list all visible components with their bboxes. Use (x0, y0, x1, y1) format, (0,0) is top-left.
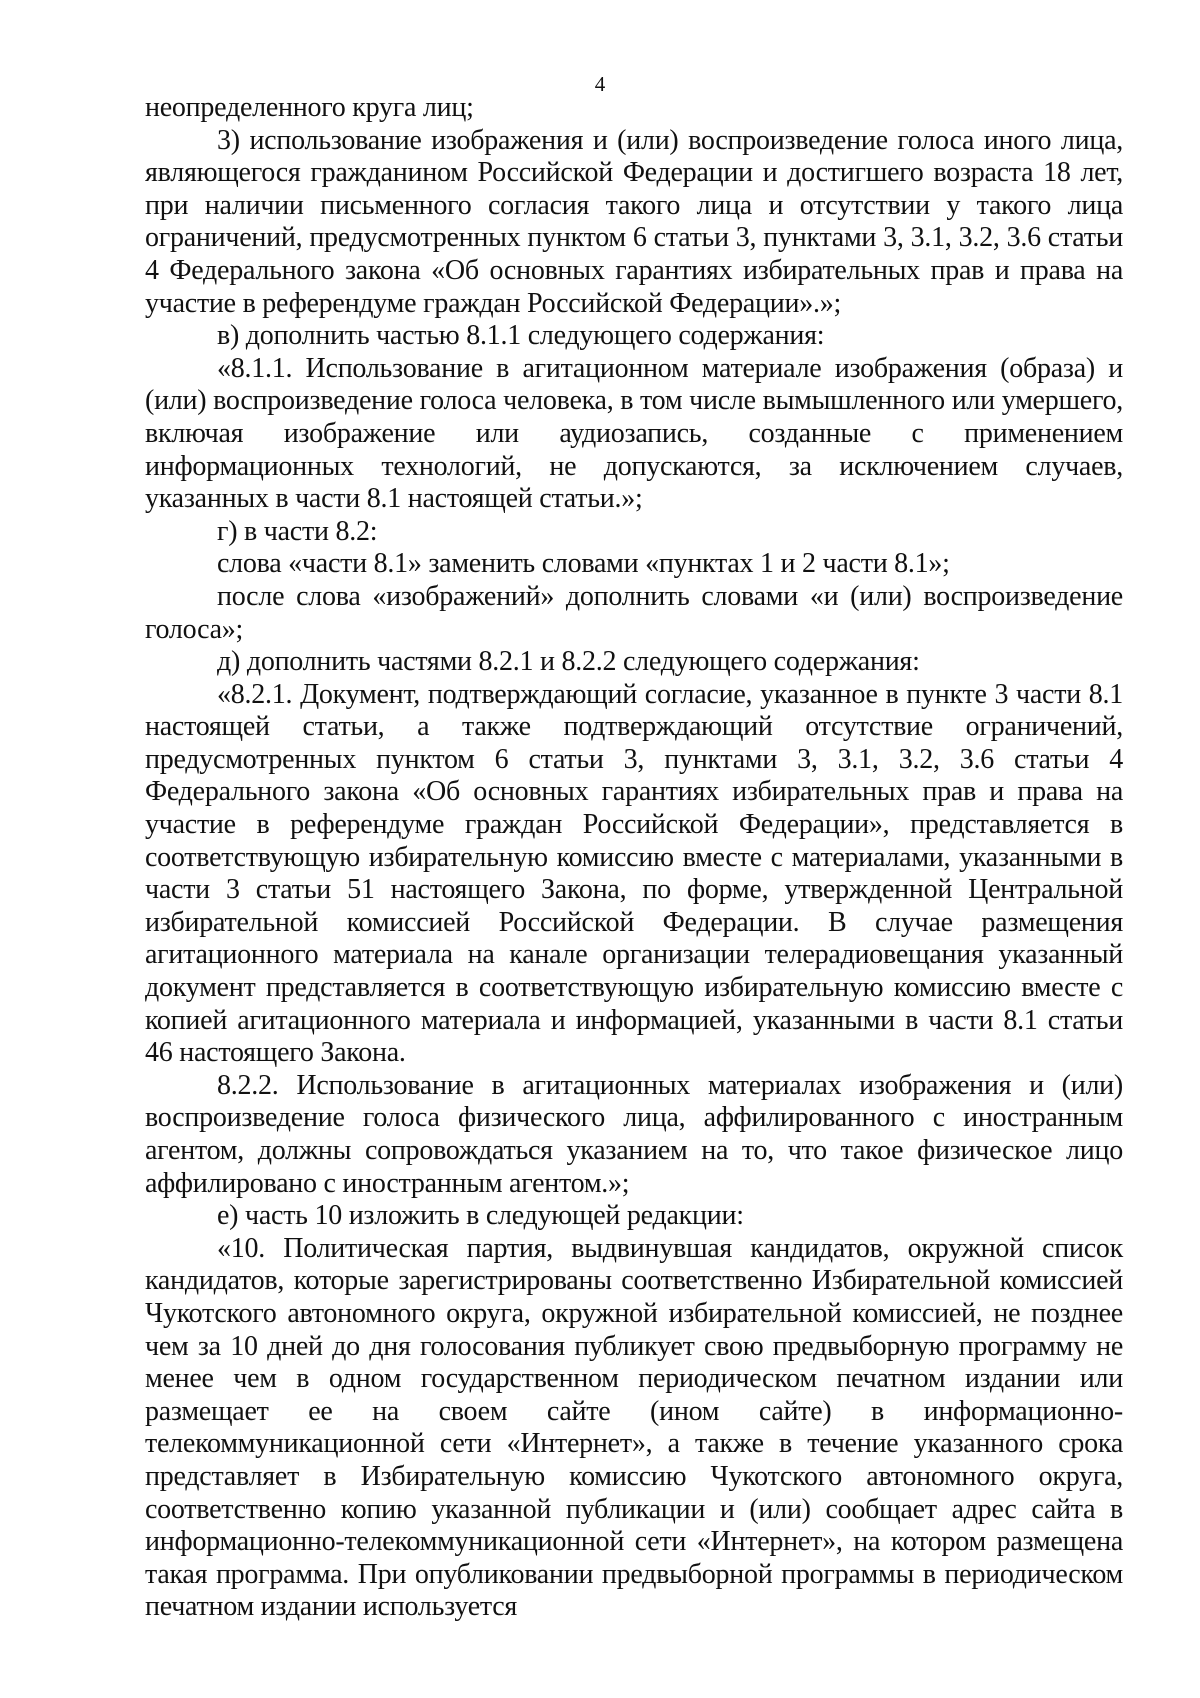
paragraph: 3) использование изображения и (или) воспроизведение голоса иного лица, являющегося гражданином Российской Федерации и достигшего возраста 18 лет, при наличии письменного согласия такого лица и отсутствии у такого лица ограничений, предусмотренных пунктом 6 статьи 3, пунктами 3, 3.1, 3.2, 3.6 статьи 4 Федерального закона «Об основных гарантиях избирательных прав и права на участие в референдуме граждан Российской Федерации».»; (145, 124, 1123, 319)
document-body (145, 92, 1123, 1624)
paragraph: е) часть 10 изложить в следующей редакции: (217, 1200, 744, 1232)
paragraph: в) дополнить частью 8.1.1 следующего содержания: (217, 320, 825, 352)
paragraph: д) дополнить частями 8.2.1 и 8.2.2 следующего содержания: (217, 646, 920, 678)
paragraph: неопределенного круга лиц; (145, 92, 474, 123)
paragraph: г) в части 8.2: (217, 515, 378, 547)
paragraph: слова «части 8.1» заменить словами «пунктах 1 и 2 части 8.1»; (217, 548, 950, 580)
paragraph: «8.1.1. Использование в агитационном материале изображения (образа) и (или) воспроизведение голоса человека, в том числе вымышленного или умершего, включая изображение или аудиозапись, созданные с применением информационных технологий, не допускаются, за исключением случаев, указанных в части 8.1 настоящей статьи.»; (145, 352, 1123, 515)
paragraph: «8.2.1. Документ, подтверждающий согласие, указанное в пункте 3 части 8.1 настоящей статьи, а также подтверждающий отсутствие ограничений, предусмотренных пунктом 6 статьи 3, пунктами 3, 3.1, 3.2, 3.6 статьи 4 Федерального закона «Об основных гарантиях избирательных прав и права на участие в референдуме граждан Российской Федерации», представляется в соответствующую избирательную комиссию вместе с материалами, указанными в части 3 статьи 51 настоящего Закона, по форме, утвержденной Центральной избирательной комиссией Российской Федерации. В случае размещения агитационного материала на канале организации телерадиовещания указанный документ представляется в соответствующую избирательную комиссию вместе с копией агитационного материала и информацией, указанными в части 8.1 статьи 46 настоящего Закона. (145, 678, 1123, 1069)
page-number: 4 (594, 72, 606, 96)
paragraph: после слова «изображений» дополнить словами «и (или) воспроизведение голоса»; (145, 580, 1123, 645)
paragraph: 8.2.2. Использование в агитационных материалах изображения и (или) воспроизведение голоса физического лица, аффилированного с иностранным агентом, должны сопровождаться указанием на то, что такое физическое лицо аффилировано с иностранным агентом.»; (145, 1069, 1123, 1199)
paragraph: «10. Политическая партия, выдвинувшая кандидатов, окружной список кандидатов, которые зарегистрированы соответственно Избирательной комиссией Чукотского автономного округа, окружной избирательной комиссией, не позднее чем за 10 дней до дня голосования публикует свою предвыборную программу не менее чем в одном государственном периодическом печатном издании или размещает ее на своем сайте (ином сайте) в информационно-телекоммуникационной сети «Интернет», а также в течение указанного срока представляет в Избирательную комиссию Чукотского автономного округа, соответственно копию указанной публикации и (или) сообщает адрес сайта в информационно-телекоммуникационной сети «Интернет», на котором размещена такая программа. При опубликовании предвыборной программы в периодическом печатном издании используется (145, 1232, 1123, 1623)
